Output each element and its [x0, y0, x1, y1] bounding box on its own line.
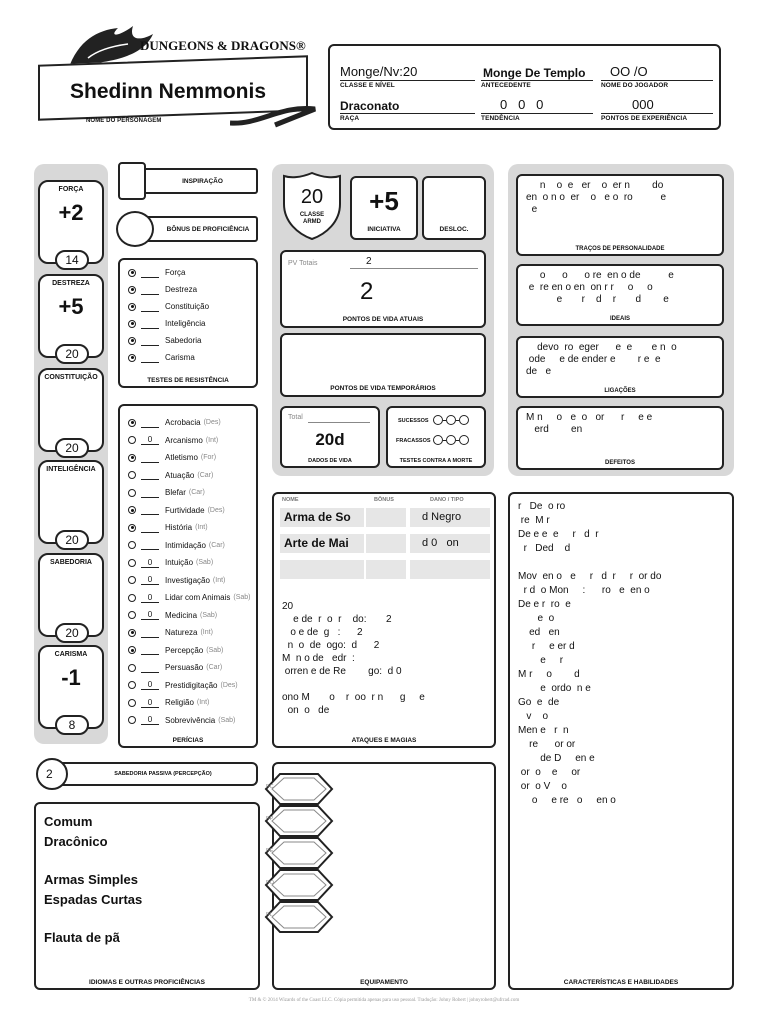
success-circle[interactable]: [446, 415, 456, 425]
bonds-box[interactable]: [516, 336, 724, 398]
skill-name: Sobrevivência: [165, 715, 216, 725]
coin-pe-label: PE: [266, 848, 274, 854]
proficiency-label: BÔNUS DE PROFICIÊNCIA: [166, 226, 250, 233]
skills-box: [118, 404, 258, 748]
successes-label: SUCESSOS: [398, 418, 429, 424]
attr-strength-score[interactable]: 14: [55, 250, 89, 270]
bonds-text[interactable]: devo ro eger e e e n o ode e de ender e r e e de e: [526, 342, 677, 377]
skill-name: Medicina: [165, 610, 198, 620]
languages-line[interactable]: Espadas Curtas: [44, 892, 143, 907]
skill-name: Religião: [165, 698, 194, 707]
banner-swirl-icon: [230, 95, 330, 131]
save-wisdom-prof-dot[interactable]: [128, 337, 136, 345]
attr-constitution-name: CONSTITUIÇÃO: [44, 374, 98, 381]
hp-current-value[interactable]: 2: [360, 278, 374, 305]
languages-line[interactable]: Comum: [44, 814, 93, 829]
save-constitution-prof-dot[interactable]: [128, 303, 136, 311]
skill-name: Intuição: [165, 558, 194, 567]
save-constitution-name: Constituição: [165, 302, 210, 311]
skill-sleight-of-hand[interactable]: [128, 679, 238, 692]
skill-name: Persuasão: [165, 663, 204, 672]
languages-line[interactable]: Dracônico: [44, 834, 108, 849]
skill-value[interactable]: [141, 628, 159, 638]
hp-total-value[interactable]: 2: [366, 256, 372, 267]
skill-name: Arcanismo: [165, 435, 203, 445]
skill-prof-dot[interactable]: [128, 471, 136, 479]
inspiration-checkbox[interactable]: [118, 162, 146, 200]
skill-investigation[interactable]: [128, 574, 225, 587]
skill-value[interactable]: 0: [141, 575, 159, 585]
skill-attr: (Int): [195, 524, 208, 531]
personality-traits-label: TRAÇOS DE PERSONALIDADE: [575, 246, 665, 252]
skill-value[interactable]: 0: [141, 593, 159, 603]
coin-pc-label: PC: [266, 784, 274, 790]
attr-strength[interactable]: [38, 180, 104, 267]
skill-name: Lidar com Animais: [165, 593, 231, 602]
race-label: RAÇA: [340, 115, 360, 122]
skill-prof-dot[interactable]: [128, 454, 136, 462]
success-circle[interactable]: [433, 415, 443, 425]
skill-attr: (Car): [206, 664, 223, 671]
skill-attr: (Sab): [200, 611, 218, 619]
attr-charisma-mod[interactable]: -1: [61, 665, 81, 690]
hp-current-label: PONTOS DE VIDA ATUAIS: [342, 316, 424, 323]
skill-name: Furtividade: [165, 505, 205, 515]
skill-value[interactable]: 0: [141, 698, 159, 708]
skill-athletics[interactable]: [128, 451, 216, 464]
attr-intelligence-name: INTELIGÊNCIA: [46, 466, 96, 473]
skill-prof-dot[interactable]: [128, 629, 136, 637]
skill-prof-dot[interactable]: [128, 559, 136, 567]
attr-intelligence[interactable]: [38, 460, 104, 547]
success-circle[interactable]: [459, 415, 469, 425]
attr-constitution[interactable]: [38, 368, 104, 455]
passive-perception-value[interactable]: 2: [36, 758, 68, 790]
skill-intimidation[interactable]: [128, 539, 225, 552]
save-charisma-name: Carisma: [165, 353, 195, 362]
initiative-value[interactable]: +5: [369, 186, 399, 216]
skill-attr: (Car): [197, 471, 214, 479]
coin-pc-icon: [264, 772, 336, 806]
flaws-label: DEFEITOS: [605, 460, 635, 466]
skill-name: Blefar: [165, 488, 186, 497]
save-constitution-value[interactable]: [141, 302, 159, 312]
player-name-value[interactable]: OO /O: [610, 64, 648, 79]
skill-value[interactable]: [141, 540, 159, 550]
armor-class-label: CLASSE ARMD: [299, 212, 325, 225]
attack-bonus[interactable]: [366, 560, 406, 579]
success-checks[interactable]: [433, 415, 469, 425]
skill-attr: (Int): [205, 436, 219, 444]
skill-prof-dot[interactable]: [128, 611, 136, 619]
attack-bonus[interactable]: [366, 534, 406, 553]
failure-circle[interactable]: [459, 435, 469, 445]
coin-pp-label: PP: [266, 816, 274, 822]
alignment-label: TENDÊNCIA: [481, 115, 520, 122]
attack-damage[interactable]: d 0 on: [410, 534, 490, 553]
attack-damage[interactable]: d Negro: [410, 508, 490, 527]
skill-name: Acrobacia: [165, 418, 201, 427]
attr-wisdom-score[interactable]: 20: [55, 623, 89, 643]
attr-strength-name: FORÇA: [58, 186, 84, 193]
skill-attr: (Int): [200, 629, 213, 636]
attacks-col-bonus: BÔNUS: [374, 497, 394, 503]
skill-value[interactable]: [141, 488, 159, 498]
inspiration-label: INSPIRAÇÃO: [182, 178, 223, 185]
save-strength-name: Força: [165, 268, 186, 277]
skill-name: Natureza: [165, 628, 198, 637]
character-name-label: NOME DO PERSONAGEM: [86, 118, 162, 124]
skill-stealth[interactable]: [128, 504, 225, 517]
skill-value[interactable]: 0: [141, 680, 159, 690]
initiative-label: INICIATIVA: [367, 226, 401, 233]
coin-po-label: PO: [266, 880, 274, 886]
skill-value[interactable]: 0: [141, 610, 159, 620]
attr-charisma[interactable]: [38, 645, 104, 732]
skill-name: Percepção: [165, 645, 204, 655]
skill-prof-dot[interactable]: [128, 436, 136, 444]
hit-dice-value[interactable]: 20d: [315, 430, 345, 449]
personality-traits-text[interactable]: n o e er o er n do en o n o er o e o ro e e: [526, 180, 667, 215]
skill-attr: (Des): [203, 419, 221, 426]
attr-charisma-name: CARISMA: [54, 651, 88, 658]
attack-name[interactable]: Arte de Mai: [280, 534, 364, 553]
skill-attr: (Car): [208, 541, 225, 549]
skill-insight[interactable]: [128, 556, 213, 569]
skill-attr: (Des): [220, 681, 238, 689]
attack-name[interactable]: Arma de So: [280, 508, 364, 527]
xp-value[interactable]: 000: [632, 97, 654, 112]
attr-dexterity-name: DESTREZA: [52, 280, 90, 287]
save-charisma[interactable]: [128, 351, 195, 364]
hp-total-label: PV Totais: [288, 260, 318, 267]
languages-line[interactable]: Flauta de pã: [44, 930, 120, 945]
save-constitution[interactable]: [128, 300, 209, 313]
speed-label: DESLOC.: [439, 226, 469, 233]
skill-attr: (Sab): [206, 646, 224, 654]
save-wisdom-name: Sabedoria: [165, 336, 202, 345]
coin-pe-icon: [264, 836, 336, 870]
race-value[interactable]: Draconato: [340, 99, 400, 113]
attr-dexterity[interactable]: [38, 274, 104, 361]
failure-circle[interactable]: [446, 435, 456, 445]
skill-value[interactable]: [141, 523, 159, 533]
coin-pl-icon: [264, 900, 336, 934]
flaws-box[interactable]: [516, 406, 724, 470]
skills-label: PERÍCIAS: [172, 737, 204, 744]
save-strength-value[interactable]: [141, 268, 159, 278]
save-dexterity[interactable]: [128, 283, 197, 296]
skill-value[interactable]: [141, 470, 159, 480]
skill-value[interactable]: [141, 418, 159, 428]
attr-wisdom-name: SABEDORIA: [49, 559, 92, 566]
death-saves-label: TESTES CONTRA A MORTE: [399, 458, 473, 464]
skill-value[interactable]: 0: [141, 715, 159, 725]
skill-prof-dot[interactable]: [128, 716, 136, 724]
save-intelligence-value[interactable]: [141, 319, 159, 329]
ideals-text[interactable]: o o o re en o de e e re en o en on r r o o e r d r d e: [528, 270, 674, 305]
coin-pp-icon: [264, 804, 336, 838]
skill-value[interactable]: [141, 453, 159, 463]
skill-survival[interactable]: [128, 714, 235, 727]
languages-line[interactable]: Armas Simples: [44, 872, 138, 887]
attr-intelligence-score[interactable]: 20: [55, 530, 89, 550]
coin-pl-label: PL: [266, 912, 273, 918]
xp-label: PONTOS DE EXPERIÊNCIA: [601, 115, 688, 122]
failure-checks[interactable]: [433, 435, 469, 445]
skill-name: Investigação: [165, 575, 210, 585]
ideals-box[interactable]: [516, 264, 724, 326]
skill-prof-dot[interactable]: [128, 489, 136, 497]
background-label: ANTECEDENTE: [481, 82, 531, 89]
skill-value[interactable]: [141, 663, 159, 673]
skill-prof-dot[interactable]: [128, 681, 136, 689]
attr-strength-mod[interactable]: +2: [58, 200, 84, 225]
skill-prof-dot[interactable]: [128, 699, 136, 707]
attr-dexterity-score[interactable]: 20: [55, 344, 89, 364]
skill-attr: (Car): [188, 489, 205, 496]
hp-temp-label: PONTOS DE VIDA TEMPORÁRIOS: [330, 385, 436, 392]
hit-dice-label: DADOS DE VIDA: [308, 458, 352, 464]
class-level-label: CLASSE E NÍVEL: [340, 82, 395, 89]
skill-attr: (Sab): [218, 716, 236, 724]
class-level-value[interactable]: Monge/Nv:20: [340, 64, 418, 79]
skill-perception[interactable]: [128, 644, 223, 657]
skill-prof-dot[interactable]: [128, 419, 136, 427]
skill-animal-handling[interactable]: [128, 591, 250, 604]
attack-name[interactable]: [280, 560, 364, 579]
armor-class-value[interactable]: 20: [300, 186, 324, 208]
alignment-value[interactable]: 0 0 0: [500, 97, 544, 112]
bonds-label: LIGAÇÕES: [604, 388, 636, 394]
ideals-label: IDEAIS: [609, 316, 630, 322]
skill-value[interactable]: [141, 505, 159, 515]
attr-constitution-score[interactable]: 20: [55, 438, 89, 458]
skill-arcana[interactable]: [128, 434, 218, 447]
skill-medicine[interactable]: [128, 609, 217, 622]
features-text[interactable]: r De o ro re M r De e e e r d r r Ded d Mov en o e r d r r or do r d o Mon : ro e en o De e r ro e e o ed en r e er d e r M r o d e ordo n e Go e de v o Men e r n re or or de D en e or o e or or o V o o e re o en o: [518, 501, 662, 806]
passive-perception-label: SABEDORIA PASSIVA (PERCEPÇÃO): [114, 771, 212, 777]
skill-attr: (Sab): [233, 594, 251, 601]
attr-charisma-score[interactable]: 8: [55, 715, 89, 735]
personality-traits-box[interactable]: [516, 174, 724, 256]
save-wisdom[interactable]: [128, 334, 201, 347]
background-value[interactable]: Monge De Templo: [483, 66, 586, 80]
skill-value[interactable]: [141, 645, 159, 655]
skill-name: Intimidação: [165, 540, 206, 550]
attacks-col-damage: DANO / TIPO: [430, 497, 464, 503]
save-dexterity-name: Destreza: [165, 285, 198, 294]
player-name-label: NOME DO JOGADOR: [601, 82, 669, 89]
attr-wisdom[interactable]: [38, 553, 104, 640]
skill-name: Atletismo: [165, 453, 198, 462]
attack-bonus[interactable]: [366, 508, 406, 527]
skill-prof-dot[interactable]: [128, 506, 136, 514]
save-intelligence[interactable]: [128, 317, 205, 330]
skill-name: Prestidigitação: [165, 680, 218, 690]
skill-prof-dot[interactable]: [128, 576, 136, 584]
skill-name: Atuação: [165, 470, 195, 480]
skill-attr: (Int): [212, 576, 226, 584]
save-charisma-prof-dot[interactable]: [128, 354, 136, 362]
skill-attr: (Sab): [196, 559, 214, 566]
skill-religion[interactable]: [128, 696, 209, 709]
saving-throws-label: TESTES DE RESISTÊNCIA: [147, 377, 229, 384]
footer-copyright: TM & © 2014 Wizards of the Coast LLC. Cópia permitida apenas para uso pessoal. Tradução: Johny Robert | johnyrobert@ufrrad.com: [248, 998, 520, 1003]
skill-deception[interactable]: [128, 486, 205, 499]
attacks-col-name: NOME: [282, 497, 299, 503]
attacks-notes[interactable]: 20 e de r o r do: 2 o e de g : 2 n o de ogo: d 2 M n o de edr : orren e de Re go: d 0 ono M o r oo r n g e on o de: [282, 601, 425, 716]
hit-dice-total-label: Total: [288, 414, 303, 421]
skill-performance[interactable]: [128, 469, 213, 482]
skill-attr: (Int): [196, 699, 210, 706]
save-dexterity-value[interactable]: [141, 285, 159, 295]
save-wisdom-value[interactable]: [141, 336, 159, 346]
skill-attr: (Des): [207, 506, 225, 514]
equipment-label: EQUIPAMENTO: [360, 979, 408, 986]
coin-po-icon: [264, 868, 336, 902]
skill-persuasion[interactable]: [128, 661, 222, 674]
failures-label: FRACASSOS: [396, 438, 431, 444]
save-intelligence-prof-dot[interactable]: [128, 320, 136, 328]
skill-value[interactable]: 0: [141, 435, 159, 445]
languages-box: [34, 802, 260, 990]
skill-prof-dot[interactable]: [128, 541, 136, 549]
skill-prof-dot[interactable]: [128, 594, 136, 602]
skill-history[interactable]: [128, 521, 208, 534]
skill-acrobatics[interactable]: [128, 416, 221, 429]
save-intelligence-name: Inteligência: [165, 319, 206, 328]
save-dexterity-prof-dot[interactable]: [128, 286, 136, 294]
failure-circle[interactable]: [433, 435, 443, 445]
attr-dexterity-mod[interactable]: +5: [58, 294, 84, 319]
attack-damage[interactable]: [410, 560, 490, 579]
features-label: CARACTERÍSTICAS E HABILIDADES: [563, 979, 679, 986]
attacks-label: ATAQUES E MAGIAS: [351, 737, 417, 744]
skill-value[interactable]: 0: [141, 558, 159, 568]
save-charisma-value[interactable]: [141, 353, 159, 363]
saving-throws-box: [118, 258, 258, 388]
skill-prof-dot[interactable]: [128, 524, 136, 532]
skill-prof-dot[interactable]: [128, 646, 136, 654]
skill-attr: (For): [200, 454, 217, 461]
languages-label: IDIOMAS E OUTRAS PROFICIÊNCIAS: [89, 979, 205, 986]
save-strength-prof-dot[interactable]: [128, 269, 136, 277]
save-strength[interactable]: [128, 266, 185, 279]
skill-name: História: [165, 523, 193, 532]
skill-prof-dot[interactable]: [128, 664, 136, 672]
attacks-box: [272, 492, 496, 748]
character-name[interactable]: Shedinn Nemmonis: [70, 80, 267, 103]
logo-text: DUNGEONS & DRAGONS®: [140, 38, 306, 53]
skill-nature[interactable]: [128, 626, 213, 639]
flaws-text[interactable]: M n o e o or r e e erd en: [526, 412, 653, 435]
proficiency-bonus-value[interactable]: [116, 211, 154, 247]
